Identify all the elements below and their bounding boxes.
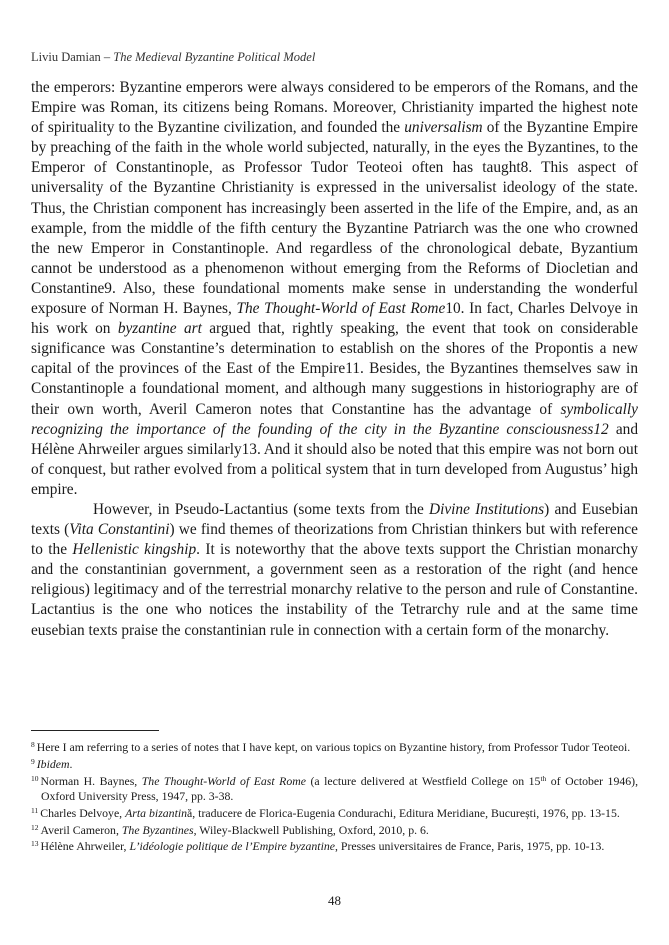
footnote-superscript: th <box>540 773 547 783</box>
footnote-number: 13 <box>31 839 39 849</box>
running-head <box>31 50 315 65</box>
paragraph-1-text-1: the emperors: Byzantine emperors were always considered to be emperors of the Romans, and the Empire was Roman, its citizens being Romans. Moreover, Christianity imparted the highest note of spirituality to the Byzantine civilization, and founded the <box>31 79 638 137</box>
footnote-text: , Wiley-Blackwell Publishing, Oxford, 2010, p. 6. <box>193 822 429 837</box>
paragraph-1-text-5: and Hélène Ahrweiler argues similarly13. And it should also be noted that this empire was not born out of conquest, but rather evolved from a political system that in turn developed from Augustus’ high empire. <box>31 420 638 498</box>
footnote-text: Here I am referring to a series of notes that I have kept, on various topics on Byzantine history, from Professor Tudor Teoteoi. <box>36 740 631 754</box>
footnote-text: Hélène Ahrweiler, <box>40 839 130 854</box>
footnote-number: 11 <box>31 805 39 815</box>
footnote-number: 12 <box>31 822 39 832</box>
running-head-title: The Medieval Byzantine Political Model <box>113 50 316 64</box>
running-head-author: Liviu Damian – <box>31 50 114 64</box>
footnote-text: of October 1946), Oxford University Press, 1947, pp. 3-38. <box>41 773 639 803</box>
footnote-italic: L’idéologie politique de l’Empire byzantine <box>129 839 335 854</box>
footnote-11 <box>31 804 638 821</box>
paragraph-1-italic-4: symbolically recognizing the importance of the founding of the city in the Byzantine consciousness12 <box>31 400 638 438</box>
footnote-text: (a lecture delivered at Westfield College on 15 <box>306 773 541 788</box>
footnote-number: 10 <box>31 773 39 783</box>
paragraph-2-text-2: ) and Eusebian texts ( <box>31 500 639 539</box>
footnote-italic: Ibidem <box>36 756 70 771</box>
paragraph-2-text-1: However, in Pseudo-Lactantius (some texts from the <box>93 500 430 518</box>
paragraph-1-italic-3: byzantine art <box>117 320 202 338</box>
paragraph-1-italic-2: The Thought-World of East Rome <box>236 300 446 318</box>
paragraph-2-text-4: . It is noteworthy that the above texts support the Christian monarchy and the constantinian government, a government seen as a restoration of the right (and hence religious) legitimacy and of the terrestrial monarchy relative to the person and rule of Constantine. Lactantius is the one who notices the instability of the Tetrarchy rule and at the same time eusebian texts praise the constantinian rule in connection with a certain form of the monarchy. <box>31 541 638 639</box>
footnote-number: 8 <box>31 740 35 749</box>
footnote-12 <box>31 821 638 838</box>
paragraph-1-text-3: 10. In fact, Charles Delvoye in his work on <box>31 300 638 338</box>
footnote-text: , Presses universitaires de France, Paris, 1975, pp. 10-13. <box>334 839 605 854</box>
footnote-number: 9 <box>31 756 35 766</box>
paragraph-1-text-2: of the Byzantine Empire by preaching of the faith in the whole world subjected, naturally, in the eyes the Byzantines, to the Emperor of Constantinople, as Professor Tudor Teoteoi often has taught8. This aspect of universality of the Byzantine Christianity is expressed in the universalist ideology of the state. Thus, the Christian component has increasingly been asserted in the life of the Empire, and, as an example, from the middle of the fifth century the Byzantine Patriarch was the one who crowned the new Emperor in Constantinople. And regardless of the chronological debate, Byzantium cannot be understood as a phenomenon without emerging from the Reforms of Diocletian and Constantine9. Also, these foundational moments make sense in understanding the wonderful exposure of Norman H. Baynes, <box>31 119 638 318</box>
paragraph-1-text-4: argued that, rightly speaking, the event that took on considerable significance was Constantine’s determination to establish on the shores of the Propontis a new capital of the provinces of the East of the Empire11. Besides, the Byzantines themselves saw in Constantinople a foundational moment, and although many suggestions in historiography are of their own worth, Averil Cameron notes that Constantine has the advantage of <box>31 320 638 418</box>
page-number: 48 <box>328 893 341 908</box>
footnote-italic: Arta bizantin <box>125 805 188 820</box>
footnote-13 <box>31 837 638 854</box>
footnotes <box>31 738 638 854</box>
body-text <box>31 78 638 641</box>
paragraph-1 <box>31 78 638 500</box>
paragraph-2 <box>31 500 638 641</box>
paragraph-2-italic-2: Vita Constantini <box>69 521 170 539</box>
footnote-text: Averil Cameron, <box>40 822 122 837</box>
paragraph-2-text-3: ) we find themes of theorizations from Christian thinkers but with reference to the <box>31 521 638 559</box>
footnote-9 <box>31 755 638 772</box>
footnote-text: Charles Delvoye, <box>40 805 126 820</box>
footnote-10 <box>31 772 638 804</box>
footnote-divider <box>31 730 159 731</box>
footnote-8 <box>31 738 638 755</box>
paragraph-2-italic-1: Divine Institutions <box>429 500 545 518</box>
footnote-text: ă, traducere de Florica-Eugenia Condurachi, Editura Meridiane, București, 1976, pp. 13-15. <box>187 805 620 820</box>
footnote-text: . <box>69 756 73 771</box>
footnote-italic: The Thought-World of East Rome <box>141 773 307 788</box>
paragraph-2-italic-3: Hellenistic kingship <box>72 541 197 559</box>
footnote-text: Norman H. Baynes, <box>40 773 142 788</box>
footnote-italic: The Byzantines <box>121 822 194 837</box>
paragraph-1-italic-1: universalism <box>404 119 483 137</box>
